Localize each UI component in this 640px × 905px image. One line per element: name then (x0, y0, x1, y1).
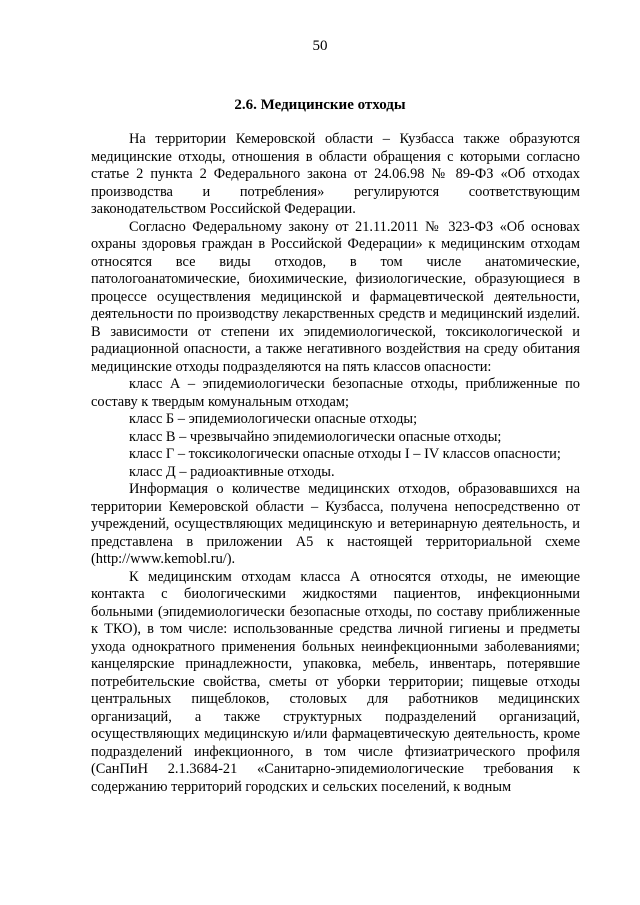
paragraph-class-a: класс А – эпидемиологически безопасные отходы, приближенные по составу к твердым комунальным отходам; (91, 376, 580, 410)
paragraph-class-v: класс В – чрезвычайно эпидемиологически опасные отходы; (129, 428, 502, 445)
paragraph-intro: На территории Кемеровской области – Кузбасса также образуются медицинские отходы, отношения в области обращения с которыми согласно статье 2 пункта 2 Федерального закона от 24.06.98 № 89-ФЗ «Об отходах производства и потребления» регулируются соответствующим законодательством Российской Федерации. (91, 131, 580, 217)
paragraph-class-d: класс Д – радиоактивные отходы. (129, 463, 335, 480)
paragraph-class-g: класс Г – токсикологически опасные отходы I – IV классов опасности; (129, 446, 561, 462)
body-text (91, 131, 580, 796)
section-title: 2.6. Медицинские отходы (234, 97, 406, 113)
paragraph-law-323: Согласно Федеральному закону от 21.11.2011 № 323-ФЗ «Об основах охраны здоровья граждан в Российской Федерации» к медицинским отходам относятся все виды отходов, в том числе анатомические, патологоанатомические, биохимические, физиологические, образующиеся в процессе осуществления медицинской и фармацевтической деятельности, деятельности по производству лекарственных средств и медицинский изделий. В зависимости от степени их эпидемиологической, токсикологической и радиационной опасности, а также негативного воздействия на среду обитания медицинские отходы подразделяются на пять классов опасности: (91, 218, 580, 375)
paragraph-information: Информация о количестве медицинских отходов, образовавшихся на территории Кемеровской области – Кузбасса, получена непосредственно от учреждений, осуществляющих медицинскую и ветеринарную деятельность, и представлена в приложении А5 к настоящей территориальной схеме (http://www.kemobl.ru/). (91, 481, 580, 567)
paragraph-class-b: класс Б – эпидемиологически опасные отходы; (129, 411, 418, 427)
page-number: 50 (312, 38, 328, 54)
paragraph-class-a-details: К медицинским отходам класса А относятся отходы, не имеющие контакта с биологическими жидкостями пациентов, инфекционными больными (эпидемиологически безопасные отходы, по составу приближенные к ТКО), в том числе: использованные средства личной гигиены и предметы ухода однократного применения больных неинфекционными заболеваниями; канцелярские принадлежности, упаковка, мебель, инвентарь, потерявшие потребительские свойства, сметы от уборки территории; пищевые отходы центральных пищеблоков, столовых для работников медицинских организаций, а также структурных подразделений организаций, осуществляющих медицинскую и/или фармацевтическую деятельность, кроме подразделений инфекционного, в том числе фтизиатрического профиля (СанПиН 2.1.3684-21 «Санитарно-эпидемиологические требования к содержанию территорий городских и сельских поселений, к водным (91, 568, 580, 795)
